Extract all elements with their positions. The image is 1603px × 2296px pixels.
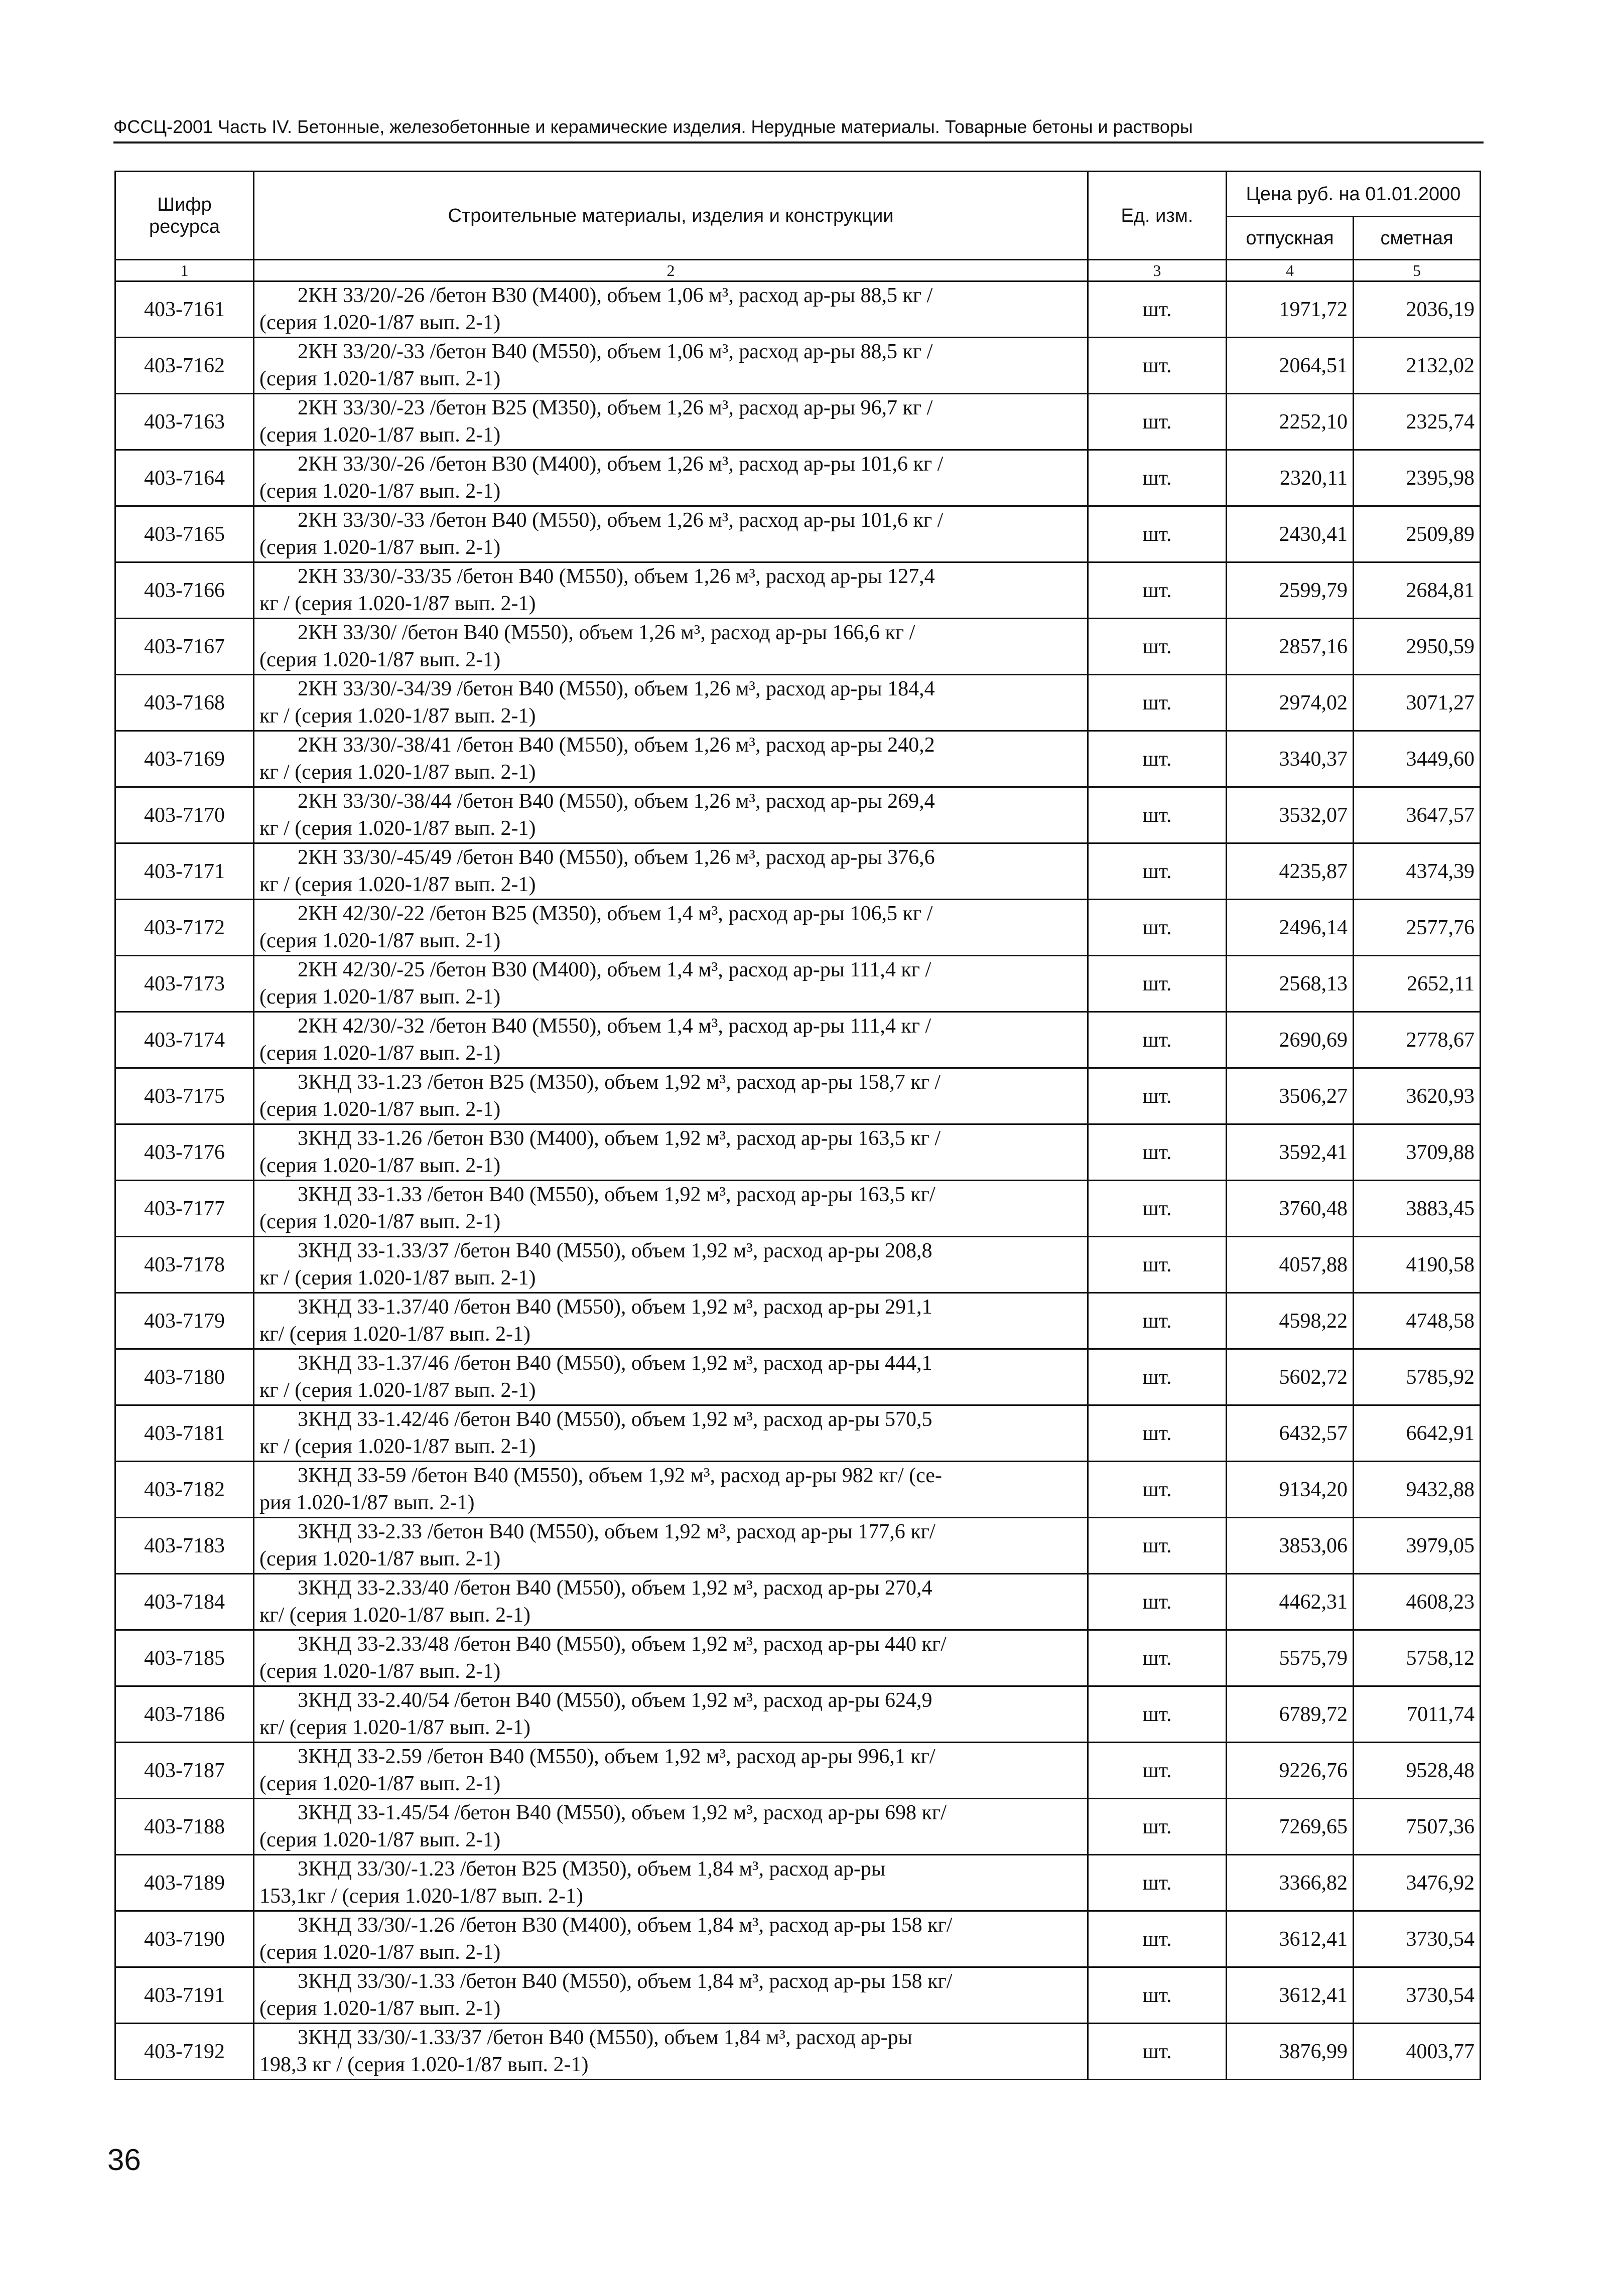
resource-description [254,1574,1088,1630]
estimate-price: 3730,54 [1354,1967,1481,2024]
unit-cell: шт. [1088,900,1227,956]
resource-code: 403-7185 [115,1630,254,1686]
unit-cell: шт. [1088,394,1227,450]
page-header: ФССЦ-2001 Часть IV. Бетонные, железобетонные и керамические изделия. Нерудные материалы. Товарные бетоны и растворы [113,114,1484,144]
resource-code: 403-7181 [115,1405,254,1462]
estimate-price: 3730,54 [1354,1911,1481,1967]
release-price: 4598,22 [1227,1293,1354,1349]
header-unit: Ед. изм. [1088,172,1227,260]
resource-description [254,843,1088,900]
resource-code: 403-7161 [115,281,254,338]
release-price: 2857,16 [1227,619,1354,675]
estimate-price: 2652,11 [1354,956,1481,1012]
description-line-2: рия 1.020-1/87 вып. 2-1) [259,1491,475,1514]
estimate-price: 2684,81 [1354,562,1481,619]
description-line-2: кг/ (серия 1.020-1/87 вып. 2-1) [259,1323,531,1346]
estimate-price: 2778,67 [1354,1012,1481,1068]
unit-cell: шт. [1088,731,1227,787]
unit-cell: шт. [1088,1855,1227,1911]
release-price: 3612,41 [1227,1911,1354,1967]
table-row [115,843,1481,900]
resource-code: 403-7164 [115,450,254,506]
description-line-1: 2КН 42/30/-32 /бетон В40 (М550), объем 1,4 м³, расход ар-ры 111,4 кг / [298,1015,931,1038]
table-row [115,675,1481,731]
resource-description [254,506,1088,562]
resource-description [254,1518,1088,1574]
resource-code: 403-7171 [115,843,254,900]
release-price: 6432,57 [1227,1405,1354,1462]
resource-code: 403-7172 [115,900,254,956]
header-price-release: отпускная [1227,217,1354,260]
release-price: 2496,14 [1227,900,1354,956]
estimate-price: 2325,74 [1354,394,1481,450]
table-row [115,1630,1481,1686]
column-number: 2 [254,260,1088,281]
table-row [115,1855,1481,1911]
description-line-2: (серия 1.020-1/87 вып. 2-1) [259,536,501,559]
resource-code: 403-7187 [115,1743,254,1799]
description-line-2: (серия 1.020-1/87 вып. 2-1) [259,648,501,671]
description-line-2: кг / (серия 1.020-1/87 вып. 2-1) [259,1266,536,1289]
description-line-1: 3КНД 33/30/-1.26 /бетон В30 (М400), объем 1,84 м³, расход ар-ры 158 кг/ [298,1914,953,1937]
table-row [115,394,1481,450]
resource-code: 403-7183 [115,1518,254,1574]
header-code: Шифр ресурса [115,172,254,260]
description-line-2: кг/ (серия 1.020-1/87 вып. 2-1) [259,1716,531,1739]
resource-description [254,787,1088,843]
estimate-price: 3979,05 [1354,1518,1481,1574]
resource-code: 403-7174 [115,1012,254,1068]
column-number: 3 [1088,260,1227,281]
description-line-2: (серия 1.020-1/87 вып. 2-1) [259,1772,501,1795]
description-line-1: 3КНД 33-1.37/40 /бетон В40 (М550), объем 1,92 м³, расход ар-ры 291,1 [298,1296,932,1319]
description-line-1: 3КНД 33-1.33 /бетон В40 (М550), объем 1,92 м³, расход ар-ры 163,5 кг/ [298,1183,936,1206]
estimate-price: 3620,93 [1354,1068,1481,1124]
resource-description [254,1012,1088,1068]
release-price: 3876,99 [1227,2024,1354,2080]
release-price: 5602,72 [1227,1349,1354,1405]
resource-code: 403-7163 [115,394,254,450]
estimate-price: 7011,74 [1354,1686,1481,1743]
resource-code: 403-7167 [115,619,254,675]
estimate-price: 5758,12 [1354,1630,1481,1686]
estimate-price: 4190,58 [1354,1237,1481,1293]
resource-description [254,1743,1088,1799]
estimate-price: 2395,98 [1354,450,1481,506]
header-price-estimate: сметная [1354,217,1481,260]
resource-code: 403-7192 [115,2024,254,2080]
page-number: 36 [107,2143,141,2177]
description-line-2: (серия 1.020-1/87 вып. 2-1) [259,1997,501,2020]
description-line-2: (серия 1.020-1/87 вып. 2-1) [259,929,501,952]
resource-code: 403-7180 [115,1349,254,1405]
release-price: 4235,87 [1227,843,1354,900]
resource-code: 403-7184 [115,1574,254,1630]
release-price: 9134,20 [1227,1462,1354,1518]
release-price: 3340,37 [1227,731,1354,787]
estimate-price: 3647,57 [1354,787,1481,843]
estimate-price: 4003,77 [1354,2024,1481,2080]
resource-description [254,1349,1088,1405]
estimate-price: 7507,36 [1354,1799,1481,1855]
description-line-2: (серия 1.020-1/87 вып. 2-1) [259,1154,501,1177]
resource-code: 403-7176 [115,1124,254,1181]
unit-cell: шт. [1088,2024,1227,2080]
release-price: 4057,88 [1227,1237,1354,1293]
price-table [114,171,1481,2080]
resource-description [254,562,1088,619]
resource-code: 403-7162 [115,338,254,394]
table-row [115,731,1481,787]
description-line-2: кг / (серия 1.020-1/87 вып. 2-1) [259,1379,536,1402]
resource-code: 403-7189 [115,1855,254,1911]
release-price: 9226,76 [1227,1743,1354,1799]
table-row [115,900,1481,956]
unit-cell: шт. [1088,1967,1227,2024]
description-line-1: 3КНД 33-2.59 /бетон В40 (М550), объем 1,92 м³, расход ар-ры 996,1 кг/ [298,1745,936,1768]
estimate-price: 9432,88 [1354,1462,1481,1518]
description-line-2: (серия 1.020-1/87 вып. 2-1) [259,985,501,1009]
resource-description [254,1068,1088,1124]
resource-description [254,1967,1088,2024]
description-line-1: 2КН 33/30/-23 /бетон В25 (М350), объем 1,26 м³, расход ар-ры 96,7 кг / [298,396,933,419]
release-price: 2430,41 [1227,506,1354,562]
release-price: 3853,06 [1227,1518,1354,1574]
description-line-2: (серия 1.020-1/87 вып. 2-1) [259,367,501,390]
table-row [115,1574,1481,1630]
unit-cell: шт. [1088,338,1227,394]
unit-cell: шт. [1088,1349,1227,1405]
table-row [115,1967,1481,2024]
unit-cell: шт. [1088,1743,1227,1799]
unit-cell: шт. [1088,1799,1227,1855]
resource-description [254,1911,1088,1967]
description-line-2: (серия 1.020-1/87 вып. 2-1) [259,1042,501,1065]
table-row [115,1068,1481,1124]
description-line-1: 2КН 33/20/-33 /бетон В40 (М550), объем 1,06 м³, расход ар-ры 88,5 кг / [298,340,933,363]
resource-description [254,1630,1088,1686]
description-line-1: 2КН 33/30/-26 /бетон В30 (М400), объем 1,26 м³, расход ар-ры 101,6 кг / [298,453,944,476]
column-number: 5 [1354,260,1481,281]
table-row [115,1237,1481,1293]
table-row [115,1181,1481,1237]
description-line-2: кг / (серия 1.020-1/87 вып. 2-1) [259,592,536,615]
estimate-price: 4374,39 [1354,843,1481,900]
description-line-2: кг / (серия 1.020-1/87 вып. 2-1) [259,761,536,784]
unit-cell: шт. [1088,506,1227,562]
header-description: Строительные материалы, изделия и конструкции [254,172,1088,260]
description-line-1: 2КН 33/20/-26 /бетон В30 (М400), объем 1,06 м³, расход ар-ры 88,5 кг / [298,284,933,307]
unit-cell: шт. [1088,281,1227,338]
estimate-price: 2132,02 [1354,338,1481,394]
description-line-1: 2КН 42/30/-22 /бетон В25 (М350), объем 1,4 м³, расход ар-ры 106,5 кг / [298,902,933,925]
description-line-1: 3КНД 33-1.37/46 /бетон В40 (М550), объем 1,92 м³, расход ар-ры 444,1 [298,1352,932,1375]
header-price: Цена руб. на 01.01.2000 [1227,172,1481,217]
release-price: 3760,48 [1227,1181,1354,1237]
resource-code: 403-7186 [115,1686,254,1743]
unit-cell: шт. [1088,1630,1227,1686]
description-line-2: кг/ (серия 1.020-1/87 вып. 2-1) [259,1604,531,1627]
unit-cell: шт. [1088,619,1227,675]
resource-description [254,731,1088,787]
unit-cell: шт. [1088,843,1227,900]
estimate-price: 4608,23 [1354,1574,1481,1630]
resource-description [254,338,1088,394]
unit-cell: шт. [1088,1574,1227,1630]
description-line-2: (серия 1.020-1/87 вып. 2-1) [259,1828,501,1851]
estimate-price: 2509,89 [1354,506,1481,562]
table-row [115,1686,1481,1743]
estimate-price: 3071,27 [1354,675,1481,731]
resource-description [254,1462,1088,1518]
unit-cell: шт. [1088,675,1227,731]
release-price: 3366,82 [1227,1855,1354,1911]
description-line-1: 2КН 33/30/-33/35 /бетон В40 (М550), объем 1,26 м³, расход ар-ры 127,4 [298,565,935,588]
table-row [115,1799,1481,1855]
description-line-1: 3КНД 33-1.33/37 /бетон В40 (М550), объем 1,92 м³, расход ар-ры 208,8 [298,1239,932,1262]
release-price: 3592,41 [1227,1124,1354,1181]
description-line-2: (серия 1.020-1/87 вып. 2-1) [259,311,501,334]
release-price: 2252,10 [1227,394,1354,450]
estimate-price: 4748,58 [1354,1293,1481,1349]
description-line-1: 3КНД 33-59 /бетон В40 (М550), объем 1,92 м³, расход ар-ры 982 кг/ (се- [298,1464,942,1487]
description-line-2: (серия 1.020-1/87 вып. 2-1) [259,1660,501,1683]
table-row [115,1911,1481,1967]
unit-cell: шт. [1088,1686,1227,1743]
resource-description [254,1293,1088,1349]
estimate-price: 6642,91 [1354,1405,1481,1462]
description-line-1: 3КНД 33/30/-1.33 /бетон В40 (М550), объем 1,84 м³, расход ар-ры 158 кг/ [298,1970,953,1993]
resource-code: 403-7165 [115,506,254,562]
resource-code: 403-7190 [115,1911,254,1967]
table-row [115,281,1481,338]
release-price: 2974,02 [1227,675,1354,731]
table-row [115,506,1481,562]
release-price: 5575,79 [1227,1630,1354,1686]
resource-description [254,1799,1088,1855]
release-price: 2690,69 [1227,1012,1354,1068]
resource-code: 403-7188 [115,1799,254,1855]
unit-cell: шт. [1088,1237,1227,1293]
table-row [115,1293,1481,1349]
estimate-price: 9528,48 [1354,1743,1481,1799]
resource-description [254,450,1088,506]
resource-description [254,900,1088,956]
description-line-1: 3КНД 33-1.23 /бетон В25 (М350), объем 1,92 м³, расход ар-ры 158,7 кг / [298,1071,941,1094]
release-price: 1971,72 [1227,281,1354,338]
table-row [115,1462,1481,1518]
release-price: 2320,11 [1227,450,1354,506]
estimate-price: 3709,88 [1354,1124,1481,1181]
resource-description [254,394,1088,450]
resource-code: 403-7173 [115,956,254,1012]
estimate-price: 3476,92 [1354,1855,1481,1911]
description-line-2: (серия 1.020-1/87 вып. 2-1) [259,1210,501,1233]
description-line-2: (серия 1.020-1/87 вып. 2-1) [259,423,501,447]
resource-code: 403-7169 [115,731,254,787]
release-price: 3612,41 [1227,1967,1354,2024]
release-price: 3506,27 [1227,1068,1354,1124]
unit-cell: шт. [1088,1012,1227,1068]
description-line-1: 2КН 42/30/-25 /бетон В30 (М400), объем 1,4 м³, расход ар-ры 111,4 кг / [298,958,931,981]
resource-code: 403-7178 [115,1237,254,1293]
description-line-2: кг / (серия 1.020-1/87 вып. 2-1) [259,704,536,728]
description-line-1: 2КН 33/30/-45/49 /бетон В40 (М550), объем 1,26 м³, расход ар-ры 376,6 [298,846,935,869]
resource-description [254,1237,1088,1293]
resource-description [254,2024,1088,2080]
description-line-2: (серия 1.020-1/87 вып. 2-1) [259,1098,501,1121]
release-price: 6789,72 [1227,1686,1354,1743]
release-price: 2568,13 [1227,956,1354,1012]
table-row [115,1349,1481,1405]
unit-cell: шт. [1088,956,1227,1012]
table-row [115,1743,1481,1799]
unit-cell: шт. [1088,1518,1227,1574]
resource-code: 403-7177 [115,1181,254,1237]
column-number: 4 [1227,260,1354,281]
description-line-2: кг / (серия 1.020-1/87 вып. 2-1) [259,817,536,840]
description-line-1: 2КН 33/30/-34/39 /бетон В40 (М550), объем 1,26 м³, расход ар-ры 184,4 [298,677,935,700]
description-line-2: (серия 1.020-1/87 вып. 2-1) [259,480,501,503]
unit-cell: шт. [1088,1293,1227,1349]
resource-code: 403-7175 [115,1068,254,1124]
resource-description [254,1855,1088,1911]
unit-cell: шт. [1088,1462,1227,1518]
unit-cell: шт. [1088,1068,1227,1124]
description-line-2: (серия 1.020-1/87 вып. 2-1) [259,1941,501,1964]
estimate-price: 3883,45 [1354,1181,1481,1237]
column-number: 1 [115,260,254,281]
unit-cell: шт. [1088,450,1227,506]
description-line-1: 3КНД 33-1.42/46 /бетон В40 (М550), объем 1,92 м³, расход ар-ры 570,5 [298,1408,932,1431]
table-row [115,562,1481,619]
resource-description [254,675,1088,731]
description-line-2: кг / (серия 1.020-1/87 вып. 2-1) [259,1435,536,1458]
estimate-price: 2950,59 [1354,619,1481,675]
estimate-price: 2036,19 [1354,281,1481,338]
estimate-price: 5785,92 [1354,1349,1481,1405]
release-price: 7269,65 [1227,1799,1354,1855]
description-line-1: 3КНД 33-2.40/54 /бетон В40 (М550), объем 1,92 м³, расход ар-ры 624,9 [298,1689,932,1712]
estimate-price: 3449,60 [1354,731,1481,787]
release-price: 3532,07 [1227,787,1354,843]
resource-code: 403-7191 [115,1967,254,2024]
description-line-2: 198,3 кг / (серия 1.020-1/87 вып. 2-1) [259,2053,589,2076]
description-line-1: 2КН 33/30/ /бетон В40 (М550), объем 1,26 м³, расход ар-ры 166,6 кг / [298,621,915,644]
description-line-2: кг / (серия 1.020-1/87 вып. 2-1) [259,873,536,896]
release-price: 4462,31 [1227,1574,1354,1630]
description-line-2: (серия 1.020-1/87 вып. 2-1) [259,1547,501,1570]
resource-code: 403-7166 [115,562,254,619]
resource-description [254,281,1088,338]
resource-description [254,1405,1088,1462]
table-row [115,619,1481,675]
unit-cell: шт. [1088,1181,1227,1237]
description-line-1: 2КН 33/30/-38/41 /бетон В40 (М550), объем 1,26 м³, расход ар-ры 240,2 [298,734,935,757]
table-row [115,787,1481,843]
description-line-1: 3КНД 33/30/-1.23 /бетон В25 (М350), объем 1,84 м³, расход ар-ры [298,1857,886,1881]
resource-code: 403-7170 [115,787,254,843]
resource-description [254,956,1088,1012]
description-line-1: 3КНД 33-2.33/40 /бетон В40 (М550), объем 1,92 м³, расход ар-ры 270,4 [298,1576,932,1600]
description-line-1: 3КНД 33-1.26 /бетон В30 (М400), объем 1,92 м³, расход ар-ры 163,5 кг / [298,1127,941,1150]
description-line-1: 3КНД 33-1.45/54 /бетон В40 (М550), объем 1,92 м³, расход ар-ры 698 кг/ [298,1801,947,1824]
resource-description [254,1686,1088,1743]
resource-description [254,1181,1088,1237]
description-line-1: 3КНД 33-2.33 /бетон В40 (М550), объем 1,92 м³, расход ар-ры 177,6 кг/ [298,1520,936,1543]
table-row [115,1405,1481,1462]
column-numbers-row [115,260,1481,281]
description-line-1: 2КН 33/30/-33 /бетон В40 (М550), объем 1,26 м³, расход ар-ры 101,6 кг / [298,509,944,532]
description-line-1: 3КНД 33-2.33/48 /бетон В40 (М550), объем 1,92 м³, расход ар-ры 440 кг/ [298,1633,947,1656]
table-row [115,338,1481,394]
table-row [115,956,1481,1012]
unit-cell: шт. [1088,1911,1227,1967]
unit-cell: шт. [1088,1405,1227,1462]
resource-description [254,1124,1088,1181]
unit-cell: шт. [1088,1124,1227,1181]
table-row [115,2024,1481,2080]
description-line-1: 2КН 33/30/-38/44 /бетон В40 (М550), объем 1,26 м³, расход ар-ры 269,4 [298,790,935,813]
table-row [115,1124,1481,1181]
description-line-1: 3КНД 33/30/-1.33/37 /бетон В40 (М550), объем 1,84 м³, расход ар-ры [298,2026,912,2049]
release-price: 2064,51 [1227,338,1354,394]
table-row [115,1012,1481,1068]
description-line-2: 153,1кг / (серия 1.020-1/87 вып. 2-1) [259,1885,584,1908]
resource-code: 403-7168 [115,675,254,731]
table-row [115,1518,1481,1574]
resource-code: 403-7182 [115,1462,254,1518]
estimate-price: 2577,76 [1354,900,1481,956]
resource-code: 403-7179 [115,1293,254,1349]
table-row [115,450,1481,506]
release-price: 2599,79 [1227,562,1354,619]
resource-description [254,619,1088,675]
unit-cell: шт. [1088,787,1227,843]
unit-cell: шт. [1088,562,1227,619]
